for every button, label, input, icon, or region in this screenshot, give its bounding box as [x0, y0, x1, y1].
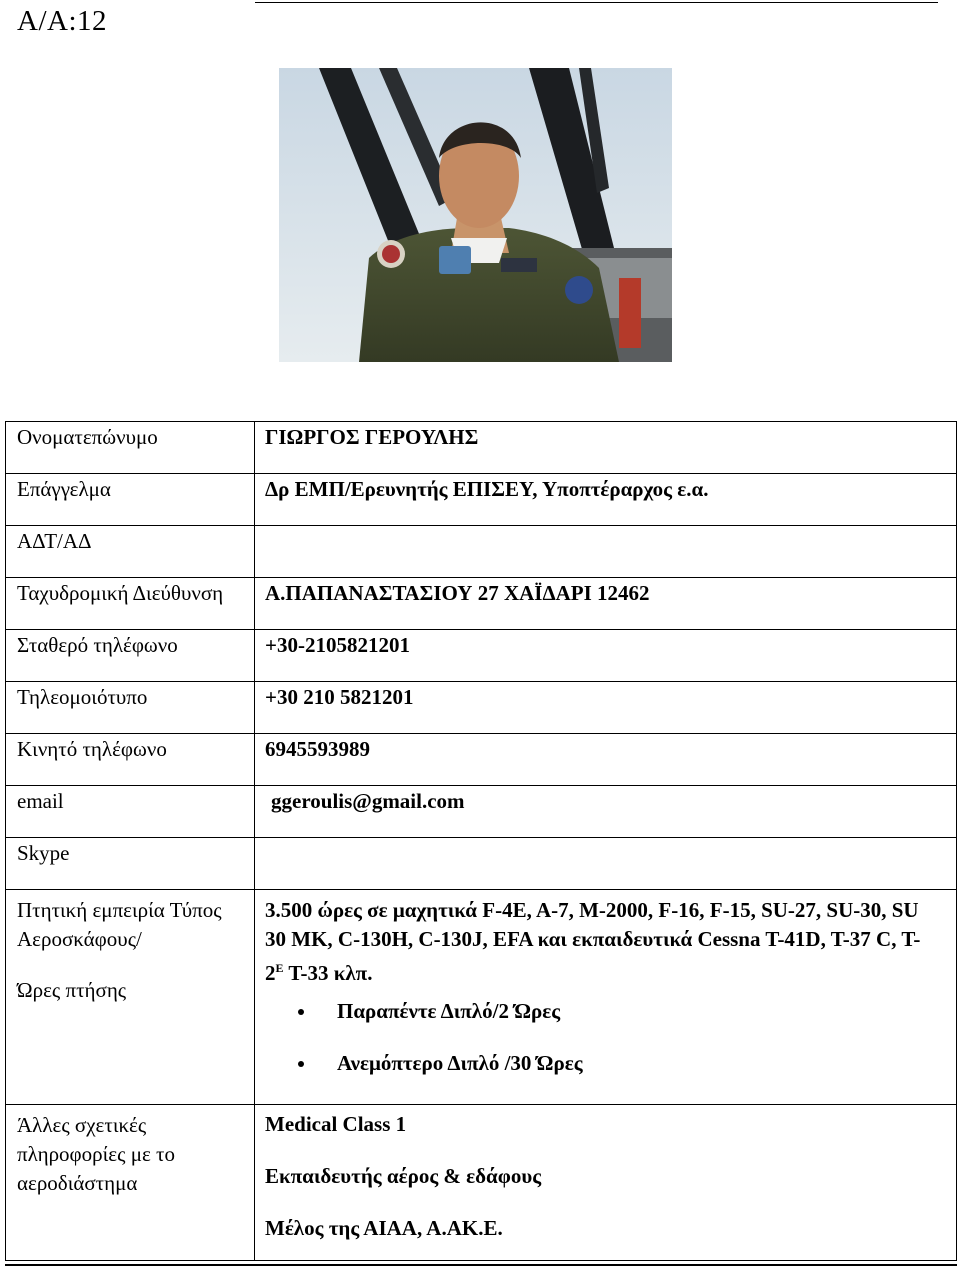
label-flight-experience-line2: Αεροσκάφους/: [17, 927, 142, 951]
flight-hours-text: [265, 890, 956, 988]
value-landline: +30-2105821201: [255, 630, 957, 682]
value-address: Α.ΠΑΠΑΝΑΣΤΑΣΙΟΥ 27 ΧΑΪΔΑΡΙ 12462: [255, 578, 957, 630]
row-flight-experience: [6, 890, 957, 1105]
label-address: Ταχυδρομική Διεύθυνση: [6, 578, 255, 630]
value-mobile: 6945593989: [255, 734, 957, 786]
row-email: [6, 786, 957, 838]
label-skype: Skype: [6, 838, 255, 890]
pilot-portrait-photo: [279, 68, 672, 362]
label-mobile: Κινητό τηλέφωνο: [6, 734, 255, 786]
value-skype: [255, 838, 957, 890]
paraglider-hours: Παραπέντε Διπλό/2 Ώρες: [337, 999, 561, 1023]
label-other-info: [6, 1105, 255, 1261]
flight-hours-main: 3.500 ώρες σε μαχητικά F-4E, A-7, M-2000, F-16, F-15, SU-27, SU-30, SU 30 MK, C-130H, C-130J, EFA και εκπαιδευτικά Cessna T-41D, T-37 C, T-2: [265, 898, 921, 985]
value-other-info: [255, 1105, 957, 1261]
row-address: [6, 578, 957, 630]
row-skype: [6, 838, 957, 890]
label-fax: Τηλεομοιότυπο: [6, 682, 255, 734]
label-flight-experience: [6, 890, 255, 1105]
instructor-role: Εκπαιδευτής αέρος & εδάφους: [265, 1164, 542, 1188]
label-id: ΑΔΤ/ΑΔ: [6, 526, 255, 578]
bullet-icon: [298, 1009, 304, 1015]
row-occupation: [6, 474, 957, 526]
value-email[interactable]: ggeroulis@gmail.com: [255, 786, 957, 838]
label-flight-experience-line1: Πτητική εμπειρία Τύπος: [17, 898, 222, 922]
row-mobile: [6, 734, 957, 786]
row-landline: [6, 630, 957, 682]
value-flight-experience: [255, 890, 957, 1105]
label-other-info-text: Άλλες σχετικές πληροφορίες με το αεροδιάστημα: [17, 1113, 175, 1195]
value-occupation: Δρ ΕΜΠ/Ερευνητής ΕΠΙΣΕΥ, Υποπτέραρχος ε.α.: [255, 474, 957, 526]
label-landline: Σταθερό τηλέφωνο: [6, 630, 255, 682]
memberships: Μέλος της ΑΙΑΑ, Α.ΑΚ.Ε.: [265, 1216, 503, 1240]
bottom-rule: [5, 1264, 957, 1266]
row-fax: [6, 682, 957, 734]
glider-hours: Ανεμόπτερο Διπλό /30 Ώρες: [337, 1051, 583, 1075]
row-id: [6, 526, 957, 578]
medical-class: Medical Class 1: [265, 1112, 407, 1136]
list-item: [265, 996, 956, 1048]
value-id: [255, 526, 957, 578]
document-code: Α/Α:12: [17, 5, 107, 37]
row-name: [6, 422, 957, 474]
flight-hours-tail: T-33 κλπ.: [283, 961, 373, 985]
label-flight-experience-line3: Ώρες πτήσης: [17, 978, 127, 1002]
bullet-icon: [298, 1061, 304, 1067]
list-item: [265, 1048, 956, 1100]
value-name: ΓΙΩΡΓΟΣ ΓΕΡΟΥΛΗΣ: [255, 422, 957, 474]
row-other-info: [6, 1105, 957, 1261]
value-fax: +30 210 5821201: [255, 682, 957, 734]
label-name: Ονοματεπώνυμο: [6, 422, 255, 474]
personal-info-table: [5, 421, 957, 1261]
glider-hours-list: [265, 996, 956, 1100]
flight-hours-sup: E: [275, 961, 284, 975]
label-occupation: Επάγγελμα: [6, 474, 255, 526]
top-rule: [255, 2, 938, 3]
label-email: email: [6, 786, 255, 838]
